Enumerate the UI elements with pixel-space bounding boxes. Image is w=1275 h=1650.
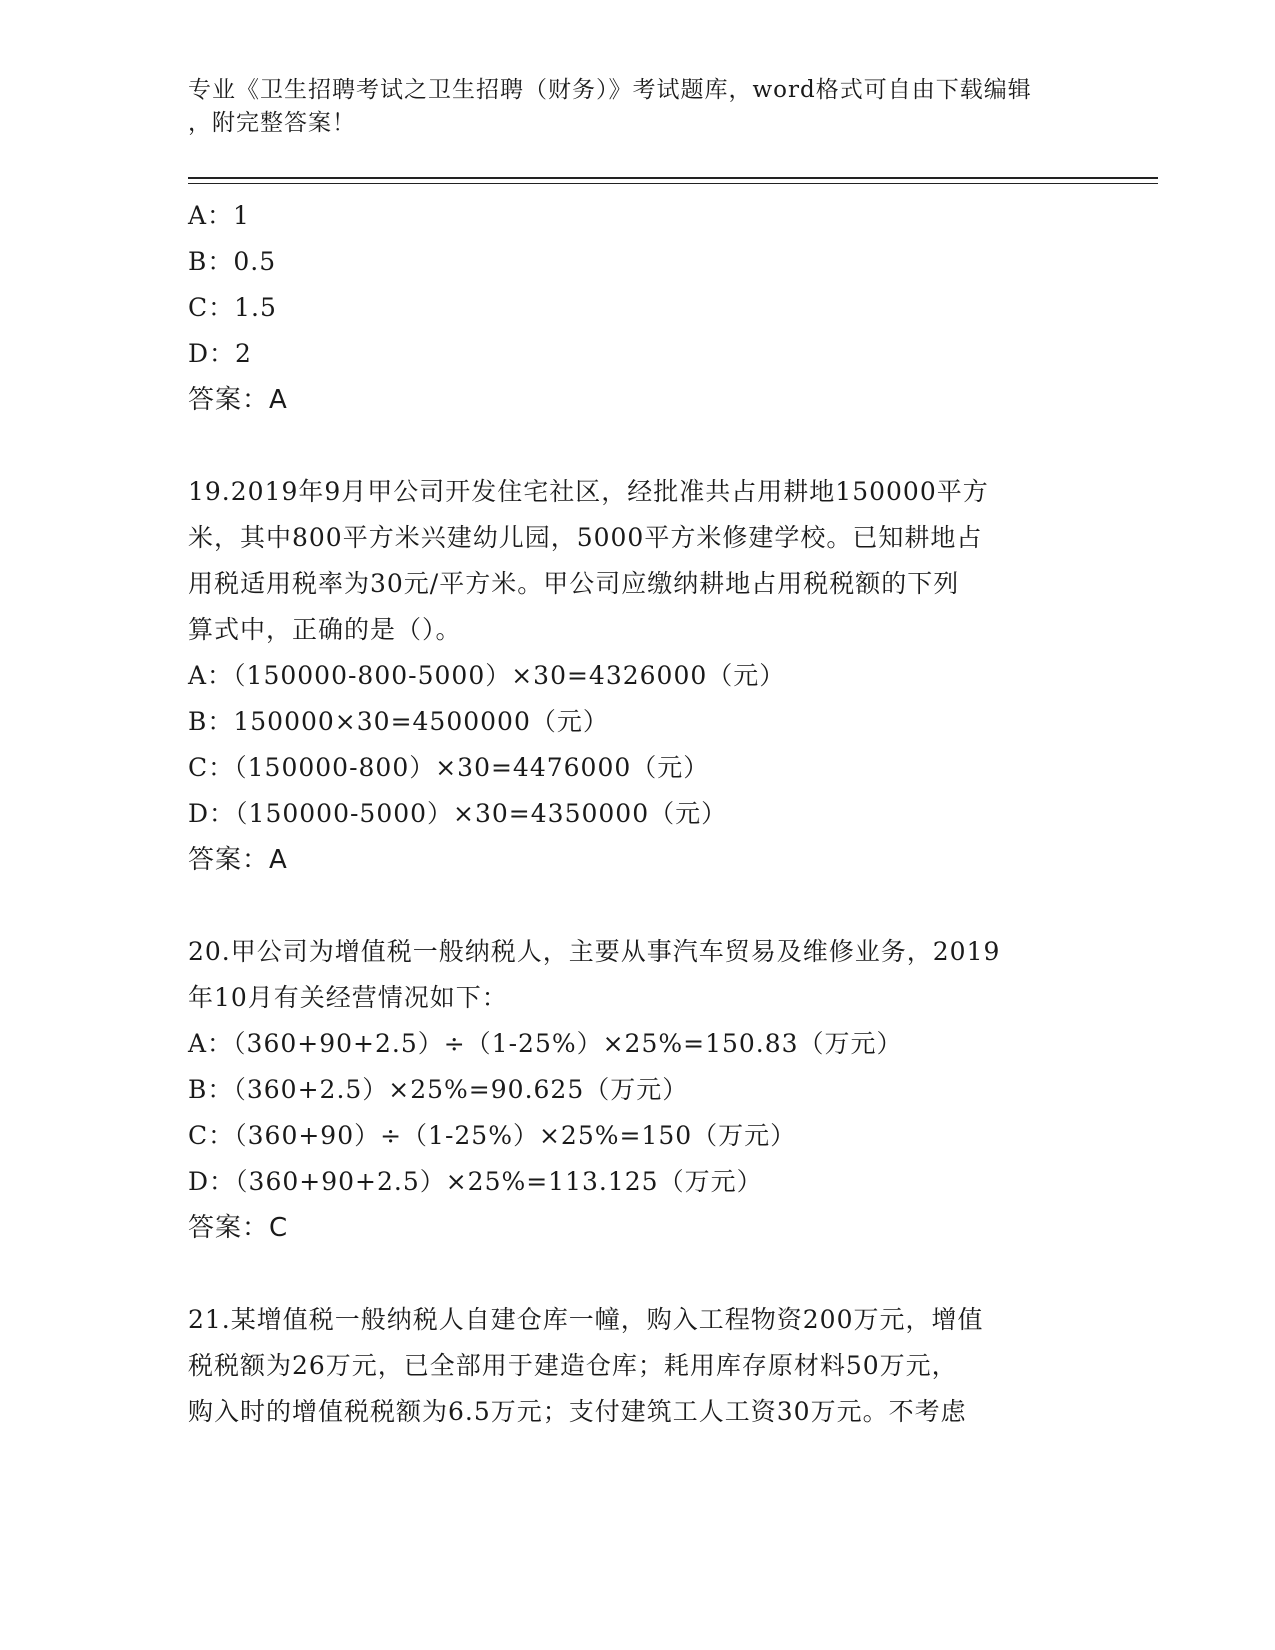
header-rule-thick [188, 177, 1158, 179]
question-stem-line: 算式中，正确的是（）。 [188, 615, 462, 644]
option-c: C：（360+90）÷（1-25%）×25%=150（万元） [188, 1121, 797, 1150]
answer: 答案：A [188, 385, 288, 415]
option-d: D：（150000-5000）×30=4350000（元） [188, 799, 728, 828]
document-header [188, 74, 1088, 140]
header-line-1: 专业《卫生招聘考试之卫生招聘（财务）》考试题库，word格式可自由下载编辑 [188, 77, 1032, 103]
answer: 答案：C [188, 1213, 289, 1243]
header-line-2: ，附完整答案！ [188, 110, 356, 136]
option-b: B：0.5 [188, 247, 277, 276]
question-stem-line: 米，其中800平方米兴建幼儿园，5000平方米修建学校。已知耕地占 [188, 523, 983, 552]
option-d: D：2 [188, 339, 252, 368]
question-stem-line: 21.某增值税一般纳税人自建仓库一幢，购入工程物资200万元，增值 [188, 1305, 984, 1334]
question-stem-line: 19.2019年9月甲公司开发住宅社区，经批准共占用耕地150000平方 [188, 477, 989, 506]
question-21 [188, 1297, 1088, 1435]
question-stem-line: 税税额为26万元，已全部用于建造仓库；耗用库存原材料50万元， [188, 1351, 958, 1380]
option-c: C：（150000-800）×30=4476000（元） [188, 753, 710, 782]
option-b: B：（360+2.5）×25%=90.625（万元） [188, 1075, 689, 1104]
answer: 答案：A [188, 845, 288, 875]
question-20 [188, 929, 1088, 1251]
option-d: D：（360+90+2.5）×25%=113.125（万元） [188, 1167, 763, 1196]
spacer [188, 423, 1088, 469]
spacer [188, 1251, 1088, 1297]
option-b: B：150000×30=4500000（元） [188, 707, 609, 736]
question-stem-line: 20.甲公司为增值税一般纳税人，主要从事汽车贸易及维修业务，2019 [188, 937, 1001, 966]
question-stem-line: 年10月有关经营情况如下： [188, 983, 508, 1012]
question-18 [188, 193, 1088, 423]
header-rule-thin [188, 183, 1158, 184]
option-a: A：1 [188, 201, 250, 230]
spacer [188, 883, 1088, 929]
option-c: C：1.5 [188, 293, 277, 322]
question-stem-line: 购入时的增值税税额为6.5万元；支付建筑工人工资30万元。不考虑 [188, 1397, 967, 1426]
question-19 [188, 469, 1088, 883]
option-a: A：（150000-800-5000）×30=4326000（元） [188, 661, 786, 690]
option-a: A：（360+90+2.5）÷（1-25%）×25%=150.83（万元） [188, 1029, 903, 1058]
question-list [188, 193, 1088, 1435]
question-stem-line: 用税适用税率为30元/平方米。甲公司应缴纳耕地占用税税额的下列 [188, 569, 960, 598]
